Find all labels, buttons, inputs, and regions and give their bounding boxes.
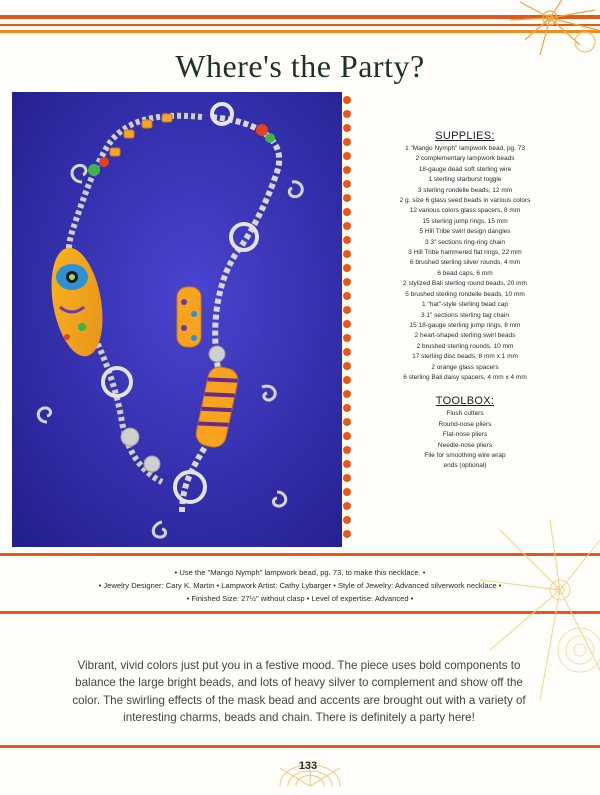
supply-item: 3 Hill Tribe hammered flat rings, 22 mm bbox=[408, 249, 522, 257]
supply-item: 2 stylized Bali sterling round beads, 20 mm bbox=[403, 280, 527, 288]
supply-item: 3 sterling rondelle beads, 12 mm bbox=[417, 186, 513, 194]
page-number: 133 bbox=[298, 760, 318, 772]
caption-line: • Finished Size: 27½" without clasp • Level of expertise: Advanced • bbox=[186, 594, 414, 603]
supply-item: 2 brushed sterling rounds, 10 mm bbox=[416, 342, 514, 350]
caption-line: • Jewelry Designer: Cary K. Martin • Lampwork Artist: Cathy Lybarger • Style of Jewelry: Advanced silverwork necklace • bbox=[98, 581, 502, 590]
tool-item: Needle-nose pliers bbox=[437, 441, 493, 449]
supply-item: 2 orange glass spacers bbox=[431, 363, 499, 371]
supply-item: 1 "Mango Nymph" lampwork bead, pg. 73 bbox=[405, 145, 525, 152]
supply-item: 5 brushed sterling rondelle beads, 10 mm bbox=[405, 290, 525, 298]
caption-line: • Use the "Mango Nymph" lampwork bead, pg. 73, to make this necklace. • bbox=[174, 568, 426, 577]
supply-item: 2 complementary lampwork beads bbox=[415, 155, 515, 163]
supply-item: 2 heart-shaped sterling swirl beads bbox=[414, 332, 516, 340]
supply-item: 6 bead caps, 6 mm bbox=[437, 269, 493, 277]
supply-item: 15 18-gauge sterling jump rings, 8 mm bbox=[409, 321, 521, 329]
supply-item: 3 3" sections ring-ring chain bbox=[425, 238, 505, 246]
tool-item: Flat-nose pliers bbox=[442, 431, 488, 439]
toolbox-heading: TOOLBOX: bbox=[435, 395, 495, 408]
supplies-heading: SUPPLIES: bbox=[435, 130, 495, 142]
tool-item: ends (optional) bbox=[443, 462, 487, 470]
bottom-orange-rule bbox=[0, 745, 600, 748]
body-paragraph: Vibrant, vivid colors just put you in a festive mood. The piece uses bold components to balance the large bright beads, and lots of heavy silver to complement and show off the color. The swirling effects of the mask bead and accents are brought out with a variety of interesting charms, beads and chain. There is definitely a party here! bbox=[72, 659, 526, 725]
supply-item: 2 g. size 6 glass seed beads in various colors bbox=[399, 197, 531, 205]
supplies-panel bbox=[355, 130, 575, 472]
tool-item: Flush cutters bbox=[446, 410, 484, 418]
supply-item: 6 sterling Bali daisy spacers, 4 mm x 4 mm bbox=[403, 373, 527, 381]
page-title: Where's the Party? bbox=[175, 48, 425, 84]
supply-item: 6 brushed sterling silver rounds, 4 mm bbox=[409, 259, 521, 267]
tool-item: File for smoothing wire wrap bbox=[424, 451, 506, 459]
supply-item: 18-gauge dead soft sterling wire bbox=[418, 165, 512, 173]
supply-item: 15 sterling jump rings, 15 mm bbox=[422, 217, 508, 225]
supply-item: 12 various colors glass spacers, 8 mm bbox=[409, 207, 521, 215]
supply-item: 1 sterling starburst toggle bbox=[428, 176, 502, 184]
tool-item: Round-nose pliers bbox=[438, 420, 492, 428]
supply-item: 17 sterling disc beads, 8 mm x 1 mm bbox=[412, 353, 518, 361]
orange-dot-border bbox=[341, 92, 353, 547]
supply-item: 5 Hill Tribe swirl design dangles bbox=[419, 228, 511, 236]
supply-item: 1 "hat"-style sterling bead cap bbox=[422, 301, 508, 309]
supply-item: 3 1" sections sterling tag chain bbox=[421, 311, 509, 319]
necklace-photo bbox=[12, 92, 342, 547]
